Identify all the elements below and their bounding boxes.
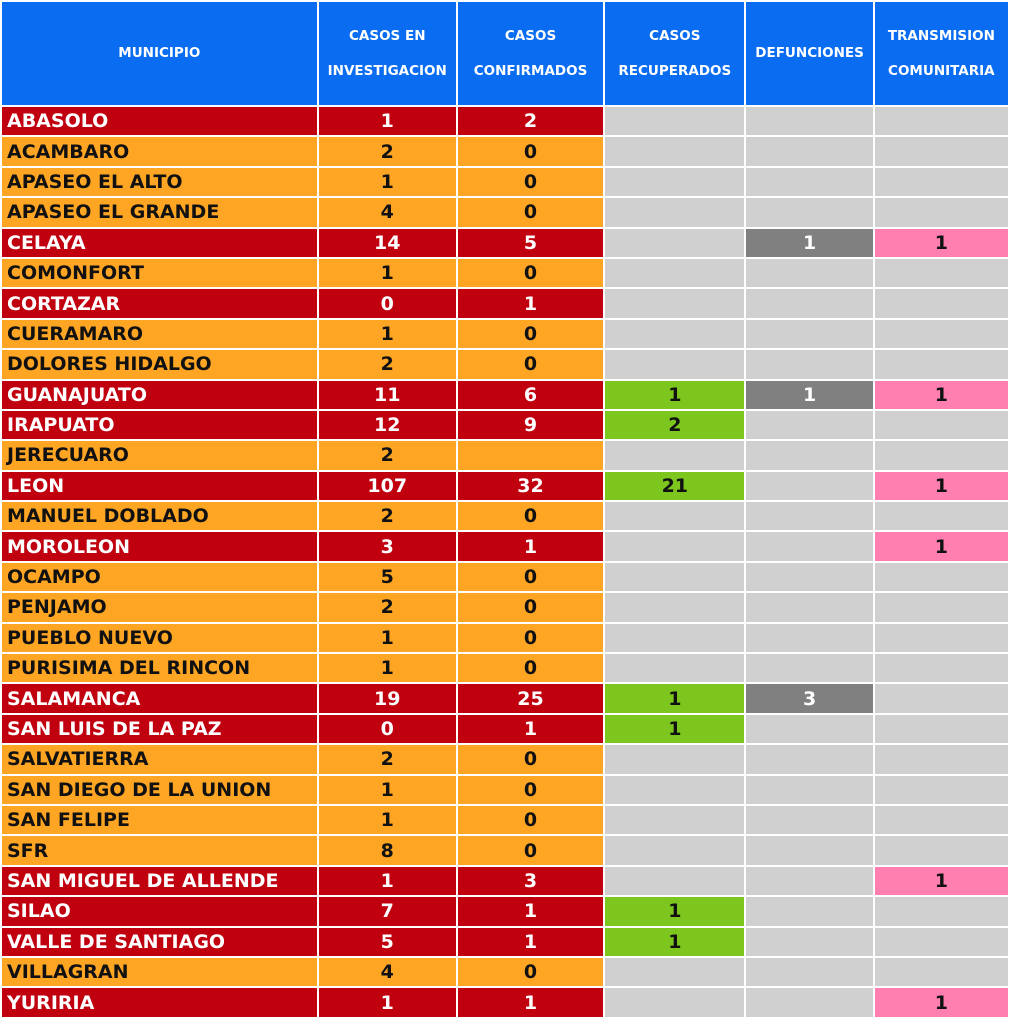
table-row [2,776,1008,804]
table-row [2,107,1008,135]
cell-defunciones [746,715,872,743]
cell-transmision-comunitaria: 1 [875,532,1008,560]
cell-transmision-comunitaria [875,715,1008,743]
cell-casos-recuperados: 21 [605,472,744,500]
cell-transmision-comunitaria [875,411,1008,439]
table-row [2,684,1008,712]
table-row [2,654,1008,682]
cell-casos-recuperados [605,137,744,165]
cell-casos-recuperados [605,107,744,135]
cell-casos-confirmados: 0 [458,806,603,834]
cell-casos-investigacion: 12 [319,411,456,439]
cell-casos-investigacion: 0 [319,715,456,743]
table-row [2,897,1008,925]
cell-casos-confirmados: 0 [458,654,603,682]
cell-casos-investigacion: 14 [319,229,456,257]
cell-casos-investigacion: 8 [319,836,456,864]
cell-defunciones [746,776,872,804]
cell-casos-recuperados [605,776,744,804]
table-row [2,320,1008,348]
cell-transmision-comunitaria [875,928,1008,956]
table-row [2,381,1008,409]
cell-municipio: CELAYA [2,229,317,257]
cell-defunciones [746,168,872,196]
cell-transmision-comunitaria [875,958,1008,986]
cell-defunciones [746,502,872,530]
cell-casos-recuperados: 1 [605,684,744,712]
cell-defunciones [746,745,872,773]
cell-defunciones [746,988,872,1016]
cell-defunciones [746,107,872,135]
cell-defunciones [746,624,872,652]
cell-transmision-comunitaria [875,806,1008,834]
cell-casos-recuperados [605,441,744,469]
cell-municipio: APASEO EL ALTO [2,168,317,196]
cell-casos-investigacion: 3 [319,532,456,560]
cell-casos-recuperados [605,958,744,986]
cell-defunciones: 1 [746,381,872,409]
cell-municipio: PURISIMA DEL RINCON [2,654,317,682]
cell-casos-recuperados [605,532,744,560]
cell-casos-recuperados [605,229,744,257]
header-municipio: MUNICIPIO [2,2,317,105]
cell-casos-investigacion: 2 [319,502,456,530]
cell-defunciones [746,867,872,895]
table-row [2,441,1008,469]
cell-casos-investigacion: 1 [319,776,456,804]
cell-casos-confirmados: 0 [458,350,603,378]
table-row [2,715,1008,743]
cell-casos-recuperados [605,168,744,196]
cell-casos-recuperados [605,806,744,834]
table-row [2,624,1008,652]
table-row [2,229,1008,257]
cell-casos-investigacion: 2 [319,745,456,773]
cell-municipio: MOROLEON [2,532,317,560]
cell-municipio: ACAMBARO [2,137,317,165]
cell-casos-investigacion: 5 [319,928,456,956]
cell-casos-investigacion: 1 [319,867,456,895]
cell-municipio: PUEBLO NUEVO [2,624,317,652]
table-row [2,928,1008,956]
cell-transmision-comunitaria [875,289,1008,317]
header-transmision-comunitaria: TRANSMISION COMUNITARIA [875,2,1008,105]
cell-municipio: SFR [2,836,317,864]
cell-defunciones [746,654,872,682]
cell-casos-recuperados [605,320,744,348]
cell-transmision-comunitaria [875,593,1008,621]
cell-transmision-comunitaria [875,198,1008,226]
cell-transmision-comunitaria [875,350,1008,378]
table-row [2,836,1008,864]
cell-municipio: SALAMANCA [2,684,317,712]
cell-casos-confirmados: 0 [458,745,603,773]
table-row [2,988,1008,1016]
cell-municipio: CUERAMARO [2,320,317,348]
table-row [2,958,1008,986]
cell-defunciones [746,563,872,591]
cell-casos-recuperados: 1 [605,897,744,925]
cell-casos-investigacion: 1 [319,320,456,348]
cell-casos-confirmados: 25 [458,684,603,712]
cell-casos-investigacion: 1 [319,654,456,682]
header-casos-investigacion: CASOS EN INVESTIGACION [319,2,456,105]
cell-defunciones [746,806,872,834]
cell-casos-recuperados [605,988,744,1016]
cell-transmision-comunitaria [875,836,1008,864]
cell-defunciones [746,593,872,621]
cell-transmision-comunitaria [875,259,1008,287]
table-row [2,745,1008,773]
cell-transmision-comunitaria [875,441,1008,469]
cell-transmision-comunitaria [875,684,1008,712]
cell-casos-recuperados: 1 [605,381,744,409]
cell-casos-investigacion: 1 [319,107,456,135]
cell-transmision-comunitaria [875,563,1008,591]
cell-casos-confirmados: 1 [458,928,603,956]
cell-casos-confirmados: 9 [458,411,603,439]
cell-municipio: SILAO [2,897,317,925]
cell-defunciones [746,320,872,348]
cell-casos-confirmados: 0 [458,624,603,652]
cell-casos-recuperados [605,259,744,287]
cell-transmision-comunitaria [875,776,1008,804]
cell-casos-investigacion: 1 [319,806,456,834]
cell-casos-confirmados [458,441,603,469]
cell-casos-recuperados [605,350,744,378]
cell-casos-recuperados: 1 [605,928,744,956]
cell-casos-investigacion: 1 [319,259,456,287]
cell-defunciones [746,411,872,439]
cell-transmision-comunitaria [875,107,1008,135]
table-row [2,563,1008,591]
cell-municipio: PENJAMO [2,593,317,621]
cell-municipio: CORTAZAR [2,289,317,317]
cell-casos-confirmados: 5 [458,229,603,257]
cell-casos-confirmados: 0 [458,836,603,864]
cell-municipio: DOLORES HIDALGO [2,350,317,378]
cell-municipio: VALLE DE SANTIAGO [2,928,317,956]
cell-casos-confirmados: 0 [458,137,603,165]
cell-defunciones [746,472,872,500]
cell-transmision-comunitaria [875,137,1008,165]
cell-transmision-comunitaria [875,502,1008,530]
cell-casos-investigacion: 19 [319,684,456,712]
table-row [2,806,1008,834]
cell-casos-recuperados [605,624,744,652]
cell-transmision-comunitaria: 1 [875,229,1008,257]
cell-casos-investigacion: 5 [319,563,456,591]
cell-casos-recuperados: 2 [605,411,744,439]
table-body [2,107,1008,1017]
table-row [2,472,1008,500]
cell-transmision-comunitaria [875,624,1008,652]
cell-defunciones [746,928,872,956]
cell-casos-confirmados: 1 [458,289,603,317]
cell-casos-investigacion: 2 [319,441,456,469]
cell-casos-recuperados [605,198,744,226]
cell-defunciones [746,532,872,560]
cell-municipio: ABASOLO [2,107,317,135]
cell-casos-confirmados: 1 [458,532,603,560]
cell-municipio: IRAPUATO [2,411,317,439]
table-row [2,198,1008,226]
cell-casos-investigacion: 1 [319,168,456,196]
cell-casos-recuperados [605,836,744,864]
cell-defunciones [746,897,872,925]
cell-municipio: SAN MIGUEL DE ALLENDE [2,867,317,895]
cell-municipio: SALVATIERRA [2,745,317,773]
cell-casos-investigacion: 2 [319,350,456,378]
cell-casos-investigacion: 107 [319,472,456,500]
cell-transmision-comunitaria: 1 [875,381,1008,409]
cell-transmision-comunitaria [875,168,1008,196]
header-row [2,2,1008,105]
cell-casos-confirmados: 0 [458,198,603,226]
cell-municipio: OCAMPO [2,563,317,591]
cell-casos-confirmados: 1 [458,897,603,925]
table-row [2,168,1008,196]
cell-transmision-comunitaria: 1 [875,867,1008,895]
cell-municipio: SAN DIEGO DE LA UNION [2,776,317,804]
cell-casos-recuperados: 1 [605,715,744,743]
cell-transmision-comunitaria [875,654,1008,682]
cell-casos-investigacion: 2 [319,137,456,165]
cell-casos-recuperados [605,867,744,895]
cell-casos-confirmados: 0 [458,593,603,621]
cell-casos-confirmados: 1 [458,715,603,743]
cell-casos-investigacion: 4 [319,958,456,986]
cell-transmision-comunitaria [875,745,1008,773]
cell-defunciones: 3 [746,684,872,712]
cell-casos-investigacion: 2 [319,593,456,621]
cell-municipio: VILLAGRAN [2,958,317,986]
cell-casos-recuperados [605,563,744,591]
cell-casos-recuperados [605,593,744,621]
cell-defunciones [746,198,872,226]
cell-municipio: GUANAJUATO [2,381,317,409]
cell-municipio: APASEO EL GRANDE [2,198,317,226]
cell-casos-confirmados: 2 [458,107,603,135]
cell-casos-confirmados: 1 [458,988,603,1016]
cell-casos-confirmados: 0 [458,502,603,530]
cell-municipio: YURIRIA [2,988,317,1016]
cell-defunciones [746,137,872,165]
cell-casos-confirmados: 0 [458,320,603,348]
cell-municipio: SAN LUIS DE LA PAZ [2,715,317,743]
table-row [2,593,1008,621]
cell-casos-recuperados [605,502,744,530]
cell-municipio: JERECUARO [2,441,317,469]
cell-municipio: MANUEL DOBLADO [2,502,317,530]
cell-municipio: SAN FELIPE [2,806,317,834]
cell-transmision-comunitaria [875,320,1008,348]
cell-casos-confirmados: 32 [458,472,603,500]
cell-defunciones [746,836,872,864]
cell-casos-confirmados: 0 [458,259,603,287]
cell-casos-confirmados: 0 [458,168,603,196]
cell-defunciones [746,958,872,986]
table-header [2,2,1008,105]
cell-municipio: COMONFORT [2,259,317,287]
cell-casos-recuperados [605,289,744,317]
cell-defunciones [746,289,872,317]
cell-casos-investigacion: 7 [319,897,456,925]
cell-defunciones [746,441,872,469]
cell-casos-confirmados: 0 [458,776,603,804]
table-row [2,867,1008,895]
table-row [2,350,1008,378]
table-row [2,289,1008,317]
cell-casos-recuperados [605,654,744,682]
cell-casos-confirmados: 6 [458,381,603,409]
cell-casos-investigacion: 4 [319,198,456,226]
cell-transmision-comunitaria: 1 [875,472,1008,500]
cell-municipio: LEON [2,472,317,500]
cell-casos-investigacion: 0 [319,289,456,317]
cell-casos-confirmados: 0 [458,563,603,591]
cell-casos-confirmados: 0 [458,958,603,986]
table-row [2,259,1008,287]
table-row [2,502,1008,530]
header-defunciones: DEFUNCIONES [746,2,872,105]
table-row [2,411,1008,439]
header-casos-confirmados: CASOS CONFIRMADOS [458,2,603,105]
cell-defunciones [746,259,872,287]
table-row [2,532,1008,560]
cell-defunciones: 1 [746,229,872,257]
cell-casos-confirmados: 3 [458,867,603,895]
cell-casos-recuperados [605,745,744,773]
cell-transmision-comunitaria [875,897,1008,925]
cell-casos-investigacion: 1 [319,624,456,652]
cell-casos-investigacion: 1 [319,988,456,1016]
table-row [2,137,1008,165]
cell-casos-investigacion: 11 [319,381,456,409]
header-casos-recuperados: CASOS RECUPERADOS [605,2,744,105]
cell-transmision-comunitaria: 1 [875,988,1008,1016]
cell-defunciones [746,350,872,378]
